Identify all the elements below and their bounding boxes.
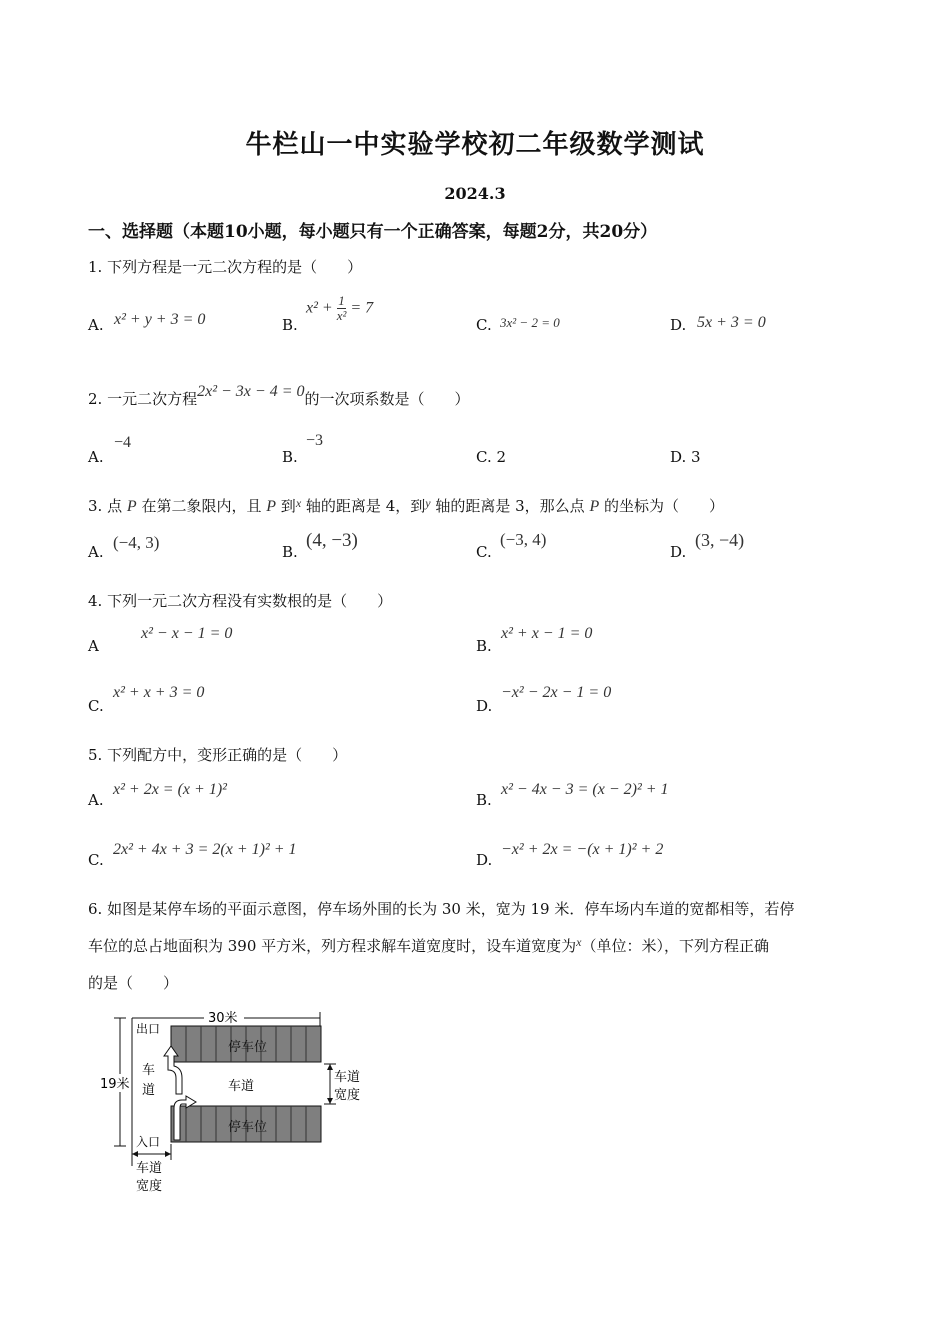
q1-option-d-label: D.: [670, 316, 687, 334]
q2-option-a: −4: [114, 434, 132, 451]
q6-line-2-post: （单位：米），下列方程正确: [581, 937, 770, 955]
q5-option-a: x² + 2x = (x + 1)²: [113, 781, 227, 798]
q3-text-4: 轴的距离是 4，到: [305, 497, 426, 515]
q3-option-d-label: D.: [670, 543, 687, 561]
q2-option-c: C. 2: [476, 448, 507, 466]
q1-option-b-numerator: 1: [338, 293, 345, 308]
q5-option-c-label: C.: [88, 851, 104, 869]
entrance-label: 入口: [136, 1135, 161, 1149]
width-dimension-label: 30米: [208, 1011, 238, 1026]
q1-option-b-right: = 7: [350, 299, 374, 317]
q1-option-d: 5x + 3 = 0: [697, 314, 766, 331]
right-lane-width-label-1: 车道: [334, 1070, 361, 1085]
q1-option-b-left: x² +: [306, 299, 333, 317]
q2-option-b: −3: [306, 432, 324, 449]
q2-option-b-label: B.: [282, 448, 298, 466]
q1-option-b: [306, 294, 373, 323]
section-heading: 一、选择题（本题10小题，每小题只有一个正确答案，每题2分，共20分）: [88, 222, 658, 242]
arrow-left-icon: [132, 1151, 138, 1157]
q6-line-2-pre: 车位的总占地面积为 390 平方米，列方程求解车道宽度时，设车道宽度为: [88, 937, 577, 955]
bottom-lane-width-label-2: 宽度: [136, 1179, 163, 1194]
q2-option-d: D. 3: [670, 448, 701, 466]
center-lane-label: 车道: [228, 1079, 255, 1094]
q1-option-c-label: C.: [476, 316, 492, 334]
q3-option-b-label: B.: [282, 543, 298, 561]
q3-text-3: 到: [280, 497, 296, 515]
question-4-stem: 4. 下列一元二次方程没有实数根的是（ ）: [88, 592, 393, 610]
q6-variable-x: x: [576, 935, 582, 949]
q4-option-c: x² + x + 3 = 0: [113, 684, 205, 701]
q3-point-p-3: P: [589, 498, 600, 515]
question-3-stem: [88, 495, 724, 516]
q3-option-b: (4, −3): [306, 530, 358, 551]
right-lane-width-label-2: 宽度: [334, 1088, 361, 1103]
question-2-stem: [88, 383, 470, 409]
q2-stem-post: 的一次项系数是（ ）: [304, 390, 470, 408]
question-6-line-3: 的是（ ）: [88, 974, 179, 992]
arrow-up-icon: [327, 1064, 333, 1070]
q2-option-a-label: A.: [88, 448, 104, 466]
q2-stem-pre: 2. 一元二次方程: [88, 390, 198, 408]
q4-option-a: x² − x − 1 = 0: [141, 625, 233, 642]
q3-text-2: 在第二象限内，且: [141, 497, 262, 515]
question-6-line-1: 6. 如图是某停车场的平面示意图，停车场外围的长为 30 米，宽为 19 米．停车场内车道的宽都相等，若停: [88, 900, 795, 918]
question-6-line-2: [88, 935, 769, 956]
q5-option-d-label: D.: [476, 851, 493, 869]
parking-lot-diagram: [96, 1008, 376, 1198]
exam-date: 2024.3: [444, 184, 506, 203]
arrow-down-icon: [327, 1098, 333, 1104]
q5-option-b: x² − 4x − 3 = (x − 2)² + 1: [501, 781, 669, 798]
bottom-parking-label: 停车位: [228, 1120, 268, 1135]
q3-option-a: (−4, 3): [113, 533, 160, 552]
q1-option-c: 3x² − 2 = 0: [500, 315, 560, 330]
q5-option-c: 2x² + 4x + 3 = 2(x + 1)² + 1: [113, 841, 297, 858]
q5-option-d: −x² + 2x = −(x + 1)² + 2: [501, 841, 664, 858]
left-lane-label-2: 道: [142, 1083, 156, 1098]
question-5-stem: 5. 下列配方中，变形正确的是（ ）: [88, 746, 348, 764]
q3-option-c-label: C.: [476, 543, 492, 561]
q1-option-b-denominator: x²: [336, 308, 347, 323]
q4-option-b: x² + x − 1 = 0: [501, 625, 593, 642]
top-parking-stalls: [171, 1026, 321, 1062]
exit-label: 出口: [136, 1022, 161, 1036]
height-dimension-label: 19米: [100, 1077, 130, 1092]
q3-text-5: 轴的距离是 3，那么点: [435, 497, 585, 515]
q3-x-axis: x: [295, 496, 302, 510]
q3-text-6: 的坐标为（ ）: [604, 497, 725, 515]
q4-option-c-label: C.: [88, 697, 104, 715]
bottom-lane-width-label-1: 车道: [136, 1161, 163, 1176]
q1-option-a: x² + y + 3 = 0: [114, 311, 206, 328]
page-title: 牛栏山一中实验学校初二年级数学测试: [245, 130, 705, 160]
q4-option-a-label: A: [88, 637, 99, 655]
q3-point-p: P: [126, 498, 137, 515]
arrow-right-icon: [165, 1151, 171, 1157]
q3-option-a-label: A.: [88, 543, 104, 561]
q3-option-d: (3, −4): [695, 530, 745, 550]
q3-point-p-2: P: [266, 498, 277, 515]
top-parking-label: 停车位: [228, 1040, 268, 1055]
q1-option-b-fraction: [337, 294, 347, 323]
q4-option-b-label: B.: [476, 637, 492, 655]
q4-option-d-label: D.: [476, 697, 493, 715]
q1-option-a-label: A.: [88, 316, 104, 334]
q4-option-d: −x² − 2x − 1 = 0: [501, 684, 612, 701]
q2-stem-math: 2x² − 3x − 4 = 0: [197, 383, 305, 400]
q1-option-b-label: B.: [282, 316, 298, 334]
q3-text-1: 3. 点: [88, 497, 123, 515]
q5-option-b-label: B.: [476, 791, 492, 809]
left-lane-label-1: 车: [142, 1063, 156, 1078]
q5-option-a-label: A.: [88, 791, 104, 809]
question-1-stem: 1. 下列方程是一元二次方程的是（ ）: [88, 258, 363, 276]
q3-y-axis: y: [425, 496, 431, 510]
bottom-parking-stalls: [171, 1106, 321, 1142]
q3-option-c: (−3, 4): [500, 530, 547, 549]
